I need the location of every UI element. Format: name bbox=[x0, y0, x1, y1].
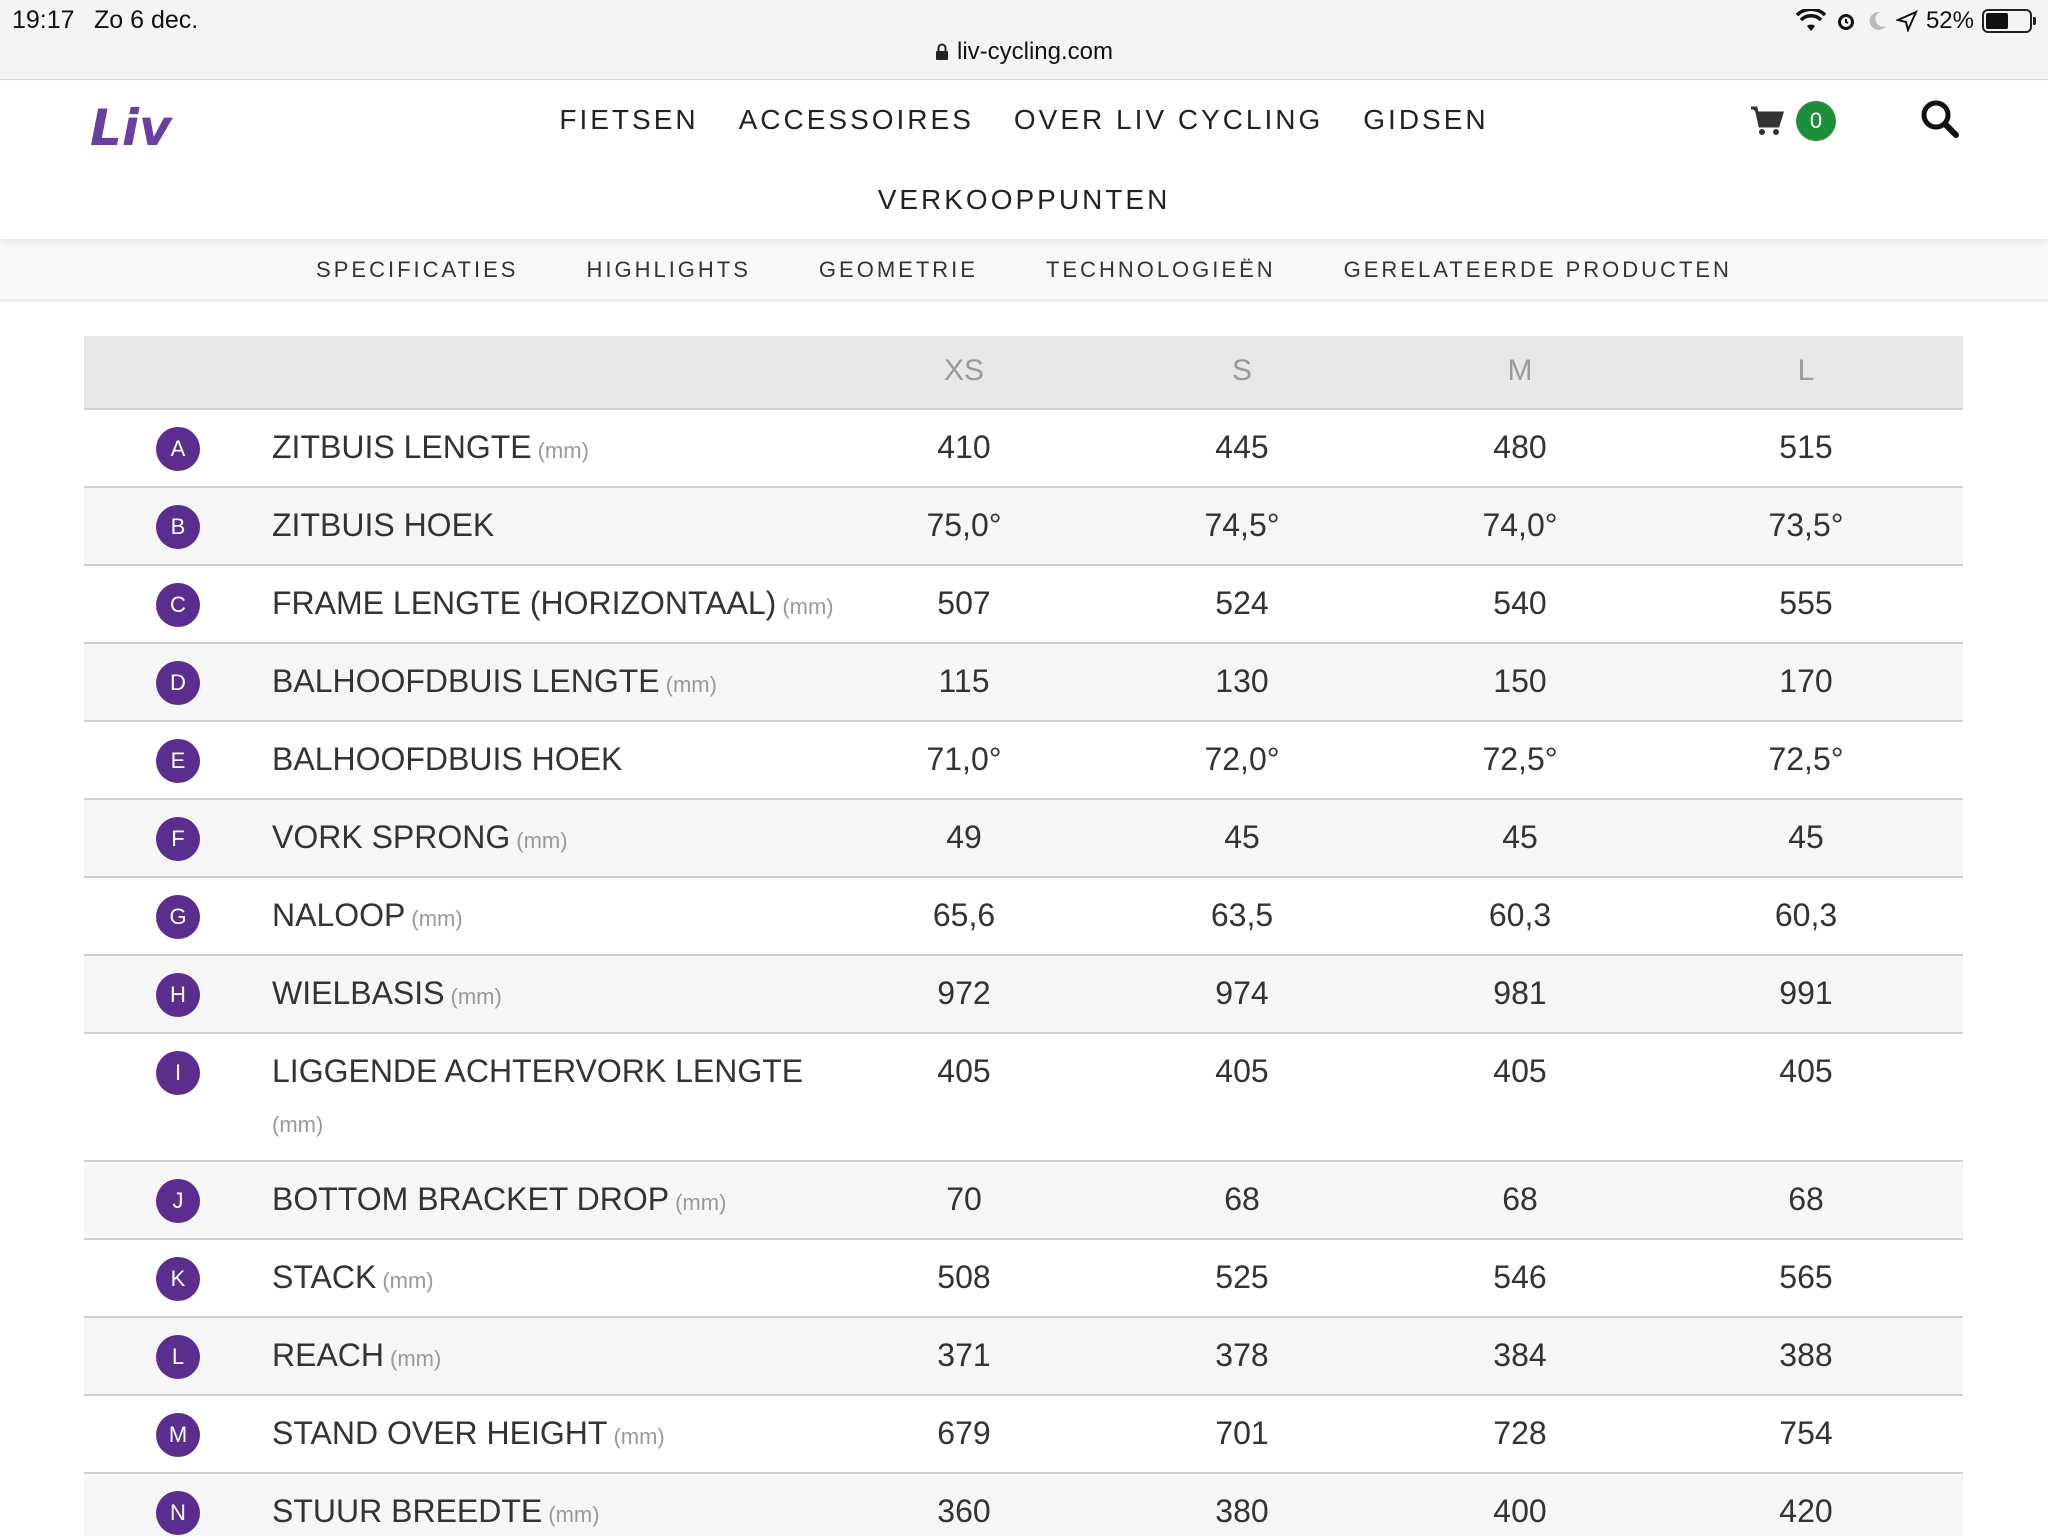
table-cell: 508 bbox=[937, 1259, 991, 1295]
table-cell: 728 bbox=[1493, 1415, 1547, 1451]
row-name: BOTTOM BRACKET DROP bbox=[272, 1181, 670, 1217]
row-label bbox=[272, 1181, 726, 1218]
row-unit: (mm) bbox=[675, 1190, 727, 1215]
table-cell: 72,5° bbox=[1482, 741, 1558, 777]
status-bar bbox=[0, 0, 2048, 80]
tab-technologieen[interactable]: TECHNOLOGIEËN bbox=[1045, 256, 1276, 282]
moon-icon bbox=[1866, 10, 1888, 32]
table-cell: 74,5° bbox=[1204, 507, 1280, 543]
table-cell: 525 bbox=[1215, 1259, 1269, 1295]
product-subnav bbox=[0, 239, 2048, 301]
row-unit: (mm) bbox=[450, 984, 502, 1009]
table-cell: 384 bbox=[1493, 1337, 1547, 1373]
battery-percent: 52% bbox=[1925, 7, 1974, 34]
alarm-icon bbox=[1834, 9, 1858, 33]
row-unit: (mm) bbox=[382, 1268, 434, 1293]
size-header: M bbox=[1507, 354, 1533, 387]
table-cell: 75,0° bbox=[926, 507, 1002, 543]
table-cell: 555 bbox=[1779, 585, 1833, 621]
row-letter-badge: D bbox=[156, 661, 200, 705]
table-cell: 480 bbox=[1493, 429, 1547, 465]
size-header: S bbox=[1231, 354, 1253, 387]
tab-gerelateerde-producten[interactable]: GERELATEERDE PRODUCTEN bbox=[1343, 256, 1732, 282]
row-letter-badge: H bbox=[156, 973, 200, 1017]
table-cell: 420 bbox=[1779, 1493, 1833, 1529]
row-unit: (mm) bbox=[537, 438, 589, 463]
row-name: FRAME LENGTE (HORIZONTAAL) bbox=[272, 585, 777, 621]
row-label bbox=[272, 663, 717, 700]
row-letter-badge: B bbox=[156, 505, 200, 549]
size-header: L bbox=[1797, 354, 1815, 387]
table-cell: 68 bbox=[1788, 1181, 1824, 1217]
table-cell: 60,3 bbox=[1488, 897, 1552, 933]
table-row bbox=[84, 644, 1963, 722]
table-row bbox=[84, 1034, 1963, 1162]
site-header bbox=[0, 81, 2048, 239]
table-row bbox=[84, 1162, 1963, 1240]
url-bar[interactable] bbox=[0, 38, 2048, 66]
row-letter-badge: N bbox=[156, 1491, 200, 1535]
tab-geometrie[interactable]: GEOMETRIE bbox=[818, 256, 978, 282]
tab-highlights[interactable]: HIGHLIGHTS bbox=[586, 256, 751, 282]
table-cell: 507 bbox=[937, 585, 991, 621]
table-cell: 68 bbox=[1502, 1181, 1538, 1217]
row-letter-badge: A bbox=[156, 427, 200, 471]
table-cell: 991 bbox=[1779, 975, 1833, 1011]
table-cell: 405 bbox=[1779, 1053, 1833, 1089]
row-name: VORK SPRONG bbox=[272, 819, 511, 855]
table-cell: 679 bbox=[937, 1415, 991, 1451]
row-name: STUUR BREEDTE bbox=[272, 1493, 543, 1529]
table-cell: 45 bbox=[1224, 819, 1260, 855]
table-cell: 115 bbox=[938, 663, 990, 699]
row-letter-badge: F bbox=[156, 817, 200, 861]
table-cell: 754 bbox=[1779, 1415, 1833, 1451]
row-letter-badge: E bbox=[156, 739, 200, 783]
nav-fietsen[interactable]: FIETSEN bbox=[559, 104, 699, 135]
table-cell: 130 bbox=[1215, 663, 1269, 699]
status-time: 19:17 bbox=[12, 6, 75, 34]
table-cell: 405 bbox=[1493, 1053, 1547, 1089]
table-cell: 445 bbox=[1215, 429, 1269, 465]
row-name: WIELBASIS bbox=[272, 975, 445, 1011]
table-cell: 405 bbox=[1215, 1053, 1269, 1089]
table-cell: 410 bbox=[937, 429, 991, 465]
row-label bbox=[272, 585, 834, 622]
table-cell: 68 bbox=[1224, 1181, 1260, 1217]
table-cell: 974 bbox=[1215, 975, 1269, 1011]
row-letter-badge: C bbox=[156, 583, 200, 627]
row-name: STACK bbox=[272, 1259, 377, 1295]
table-cell: 65,6 bbox=[932, 897, 996, 933]
search-button[interactable] bbox=[1918, 97, 1962, 141]
table-row bbox=[84, 488, 1963, 566]
table-cell: 701 bbox=[1215, 1415, 1269, 1451]
nav-verkooppunten[interactable]: VERKOOPPUNTEN bbox=[877, 184, 1171, 215]
row-name: REACH bbox=[272, 1337, 385, 1373]
row-label bbox=[272, 741, 622, 778]
table-cell: 72,0° bbox=[1204, 741, 1280, 777]
table-cell: 45 bbox=[1502, 819, 1538, 855]
table-cell: 63,5 bbox=[1210, 897, 1274, 933]
row-unit: (mm) bbox=[782, 594, 834, 619]
battery-icon bbox=[1982, 9, 2032, 33]
geometry-table bbox=[84, 336, 1963, 1536]
table-cell: 72,5° bbox=[1768, 741, 1844, 777]
row-name: BALHOOFDBUIS LENGTE bbox=[272, 663, 660, 699]
row-unit: (mm) bbox=[272, 1112, 324, 1137]
row-unit: (mm) bbox=[665, 672, 717, 697]
table-row bbox=[84, 1318, 1963, 1396]
main-nav-row2 bbox=[0, 181, 2048, 219]
row-label bbox=[272, 1259, 434, 1296]
row-label bbox=[272, 1415, 665, 1452]
table-cell: 388 bbox=[1779, 1337, 1833, 1373]
table-row bbox=[84, 800, 1963, 878]
table-cell: 378 bbox=[1215, 1337, 1269, 1373]
row-name: STAND OVER HEIGHT bbox=[272, 1415, 608, 1451]
table-cell: 49 bbox=[946, 819, 982, 855]
row-name: LIGGENDE ACHTERVORK LENGTE bbox=[272, 1053, 804, 1089]
row-label bbox=[272, 897, 463, 934]
table-cell: 972 bbox=[937, 975, 991, 1011]
nav-over-liv-cycling[interactable]: OVER LIV CYCLING bbox=[1013, 104, 1324, 135]
table-cell: 524 bbox=[1215, 585, 1269, 621]
row-name: BALHOOFDBUIS HOEK bbox=[272, 741, 623, 777]
row-name: ZITBUIS LENGTE bbox=[272, 429, 532, 465]
table-cell: 60,3 bbox=[1774, 897, 1838, 933]
row-name: ZITBUIS HOEK bbox=[272, 507, 495, 543]
search-icon bbox=[1918, 97, 1962, 141]
url-text: liv-cycling.com bbox=[956, 38, 1114, 65]
table-row bbox=[84, 878, 1963, 956]
table-cell: 371 bbox=[937, 1337, 991, 1373]
row-letter-badge: M bbox=[156, 1413, 200, 1457]
table-cell: 73,5° bbox=[1768, 507, 1844, 543]
row-unit: (mm) bbox=[613, 1424, 665, 1449]
table-cell: 515 bbox=[1779, 429, 1833, 465]
table-cell: 405 bbox=[937, 1053, 991, 1089]
table-row bbox=[84, 410, 1963, 488]
wifi-icon bbox=[1796, 9, 1826, 33]
row-letter-badge: G bbox=[156, 895, 200, 939]
row-label bbox=[272, 819, 568, 856]
cart-button[interactable] bbox=[1750, 101, 1836, 141]
table-row bbox=[84, 956, 1963, 1034]
table-cell: 150 bbox=[1493, 663, 1547, 699]
location-icon bbox=[1896, 10, 1918, 32]
row-unit: (mm) bbox=[390, 1346, 442, 1371]
table-cell: 981 bbox=[1493, 975, 1547, 1011]
cart-icon bbox=[1750, 106, 1784, 136]
status-date: Zo 6 dec. bbox=[94, 6, 199, 34]
row-unit: (mm) bbox=[516, 828, 568, 853]
table-row bbox=[84, 1396, 1963, 1474]
row-letter-badge: L bbox=[156, 1335, 200, 1379]
table-cell: 45 bbox=[1788, 819, 1824, 855]
tab-specificaties[interactable]: SPECIFICATIES bbox=[316, 256, 519, 282]
table-cell: 71,0° bbox=[926, 741, 1002, 777]
row-label bbox=[272, 975, 502, 1012]
main-nav bbox=[0, 101, 2048, 139]
row-letter-badge: K bbox=[156, 1257, 200, 1301]
table-body bbox=[84, 410, 1963, 1536]
row-unit: (mm) bbox=[411, 906, 463, 931]
row-label bbox=[272, 1493, 600, 1530]
table-cell: 380 bbox=[1215, 1493, 1269, 1529]
table-cell: 400 bbox=[1493, 1493, 1547, 1529]
table-cell: 540 bbox=[1493, 585, 1547, 621]
table-row bbox=[84, 722, 1963, 800]
nav-gidsen[interactable]: GIDSEN bbox=[1363, 104, 1489, 135]
row-letter-badge: I bbox=[156, 1051, 200, 1095]
table-row bbox=[84, 566, 1963, 644]
row-unit: (mm) bbox=[548, 1502, 600, 1527]
cart-count-badge: 0 bbox=[1796, 101, 1836, 141]
lock-icon bbox=[935, 43, 949, 61]
table-cell: 360 bbox=[937, 1493, 991, 1529]
table-row bbox=[84, 1474, 1963, 1536]
table-header bbox=[84, 336, 1963, 410]
table-row bbox=[84, 1240, 1963, 1318]
table-cell: 70 bbox=[946, 1181, 982, 1217]
row-name: NALOOP bbox=[272, 897, 406, 933]
row-label bbox=[272, 507, 494, 544]
table-cell: 546 bbox=[1493, 1259, 1547, 1295]
row-letter-badge: J bbox=[156, 1179, 200, 1223]
table-cell: 170 bbox=[1779, 663, 1833, 699]
row-label bbox=[272, 429, 589, 466]
row-label bbox=[272, 1337, 441, 1374]
size-header: XS bbox=[943, 354, 985, 387]
svg-text:Liv: Liv bbox=[90, 99, 172, 157]
table-cell: 565 bbox=[1779, 1259, 1833, 1295]
status-icons bbox=[1796, 6, 2032, 36]
nav-accessoires[interactable]: ACCESSOIRES bbox=[738, 104, 974, 135]
row-label bbox=[272, 1053, 803, 1090]
table-cell: 74,0° bbox=[1482, 507, 1558, 543]
